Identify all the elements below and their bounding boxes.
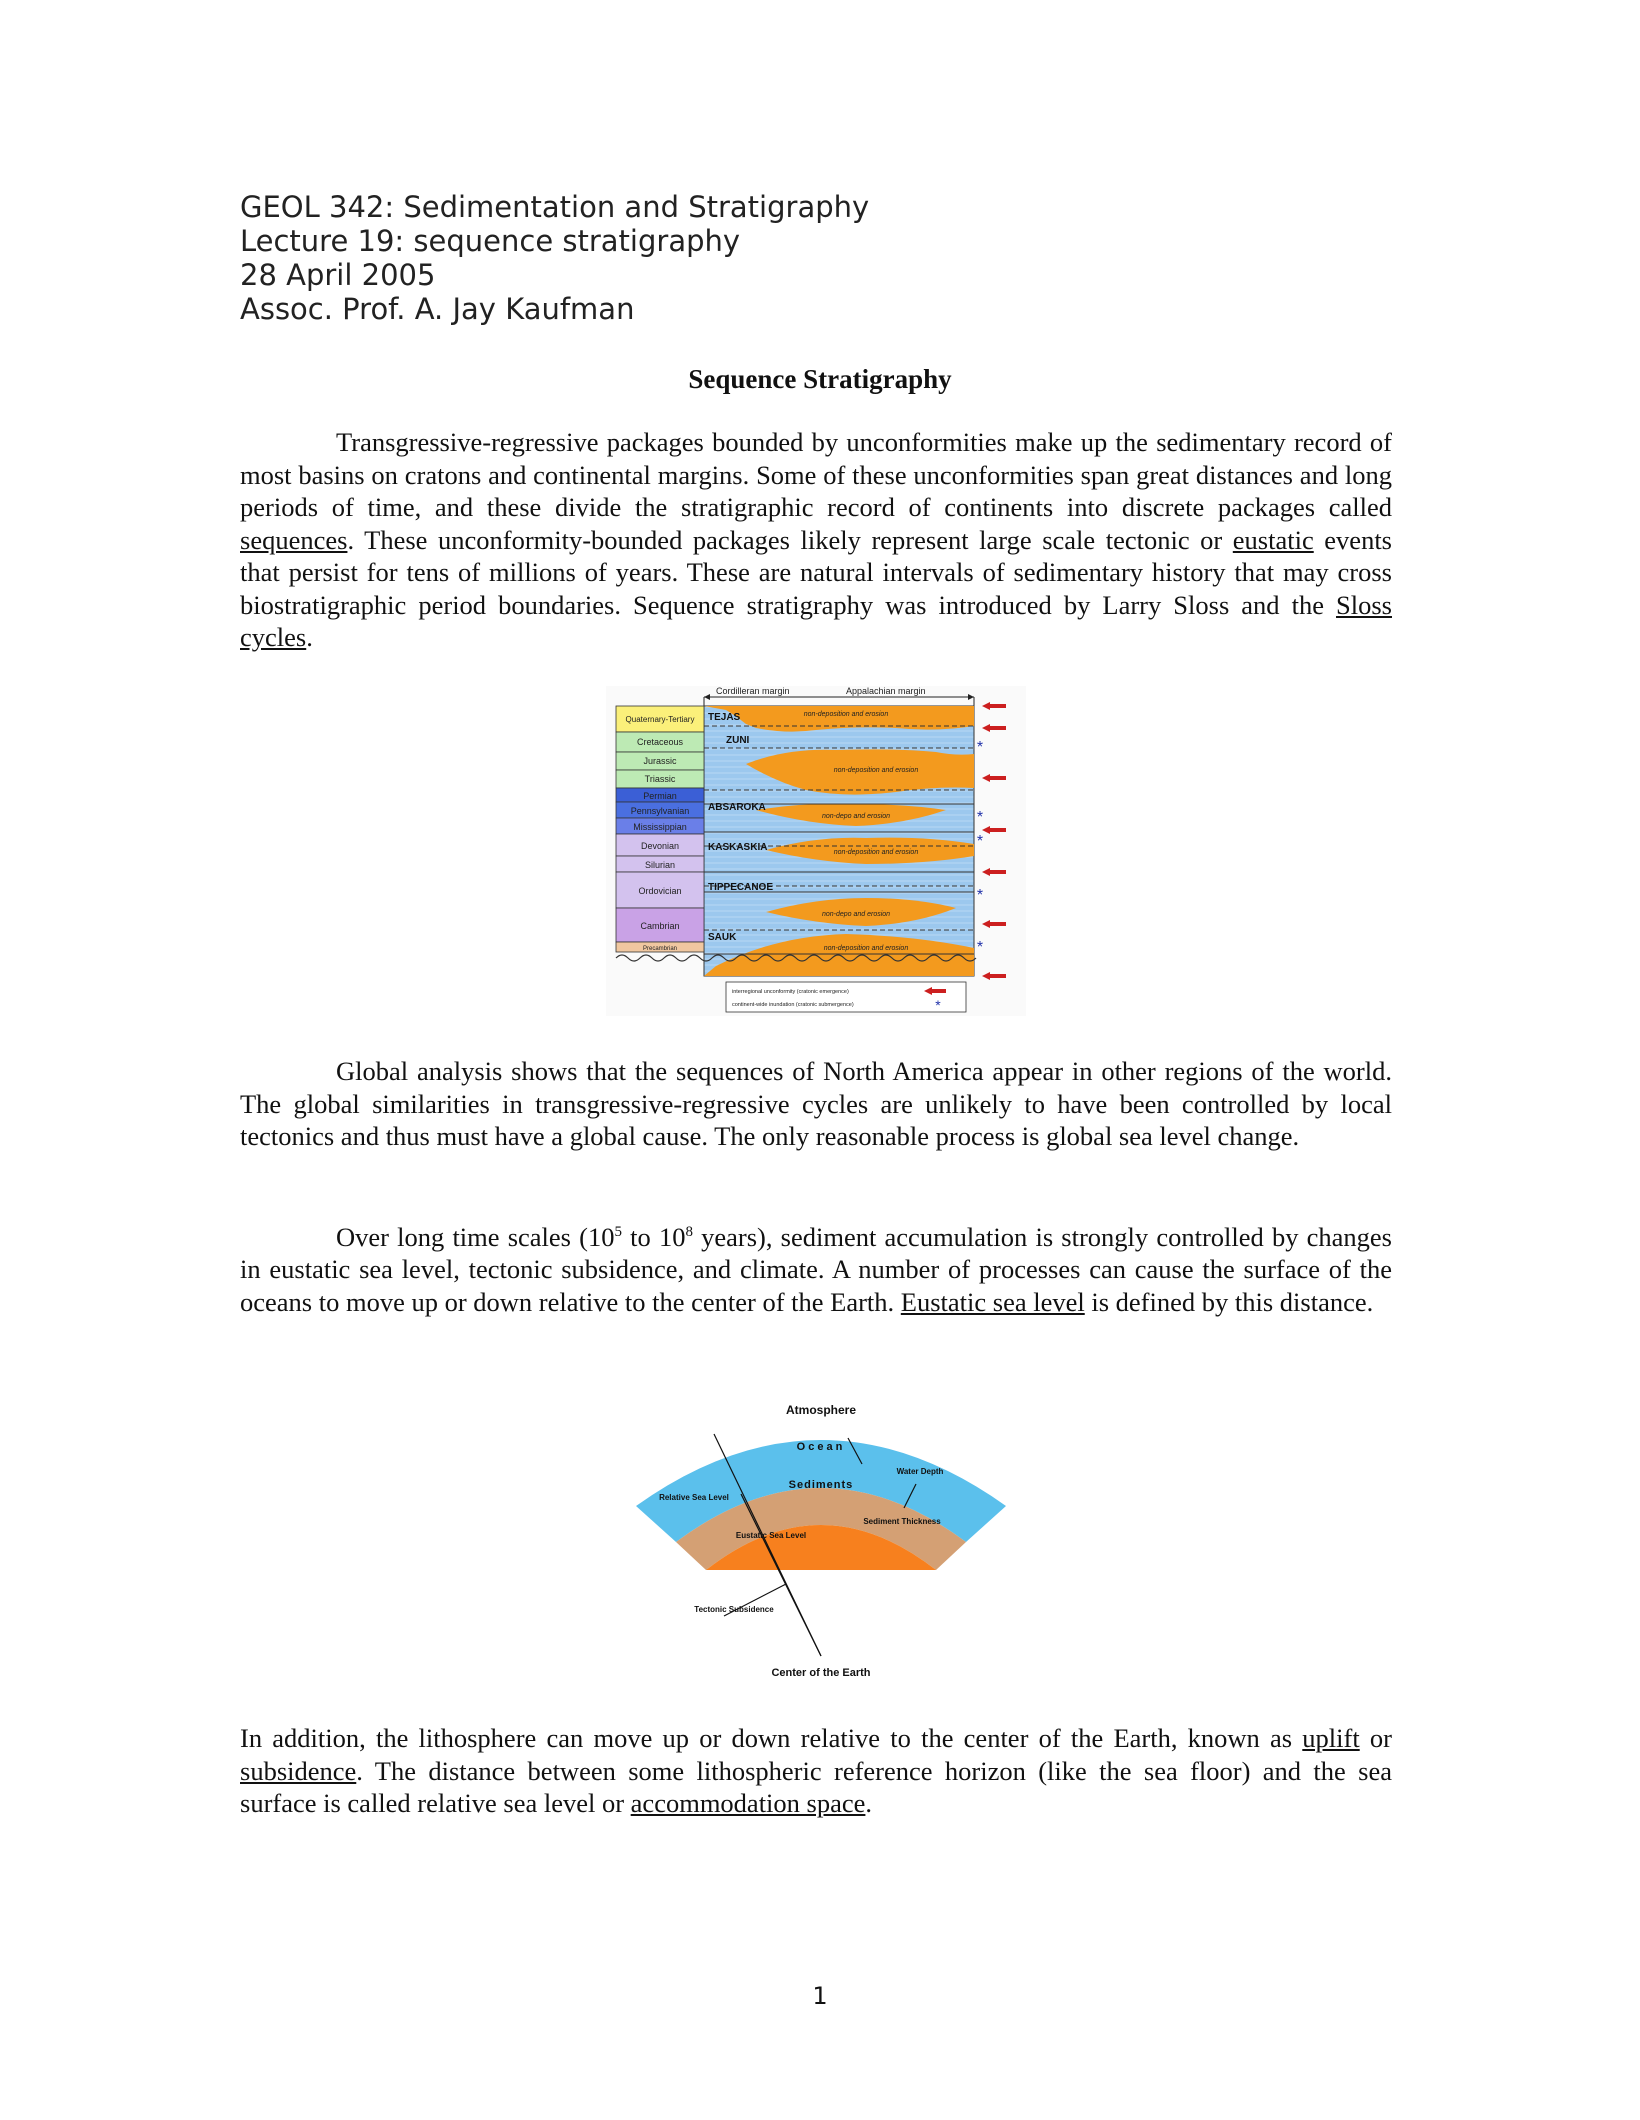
course-title: GEOL 342: Sedimentation and Stratigraphy	[240, 190, 870, 224]
link-term-subsidence: subsidence	[240, 1755, 357, 1786]
link-term-eustatic: eustatic	[1232, 524, 1314, 555]
period-pennsylvanian: Pennsylvanian	[630, 806, 690, 816]
link-term-accommodation-space: accommodation space	[630, 1788, 866, 1818]
svg-text:*: *	[976, 739, 984, 756]
sequence-kaskaskia: KASKASKIA	[708, 842, 768, 853]
sequence-sauk: SAUK	[708, 932, 737, 943]
sea-level-figure	[636, 1394, 1006, 1699]
period-devonian: Devonian	[640, 841, 680, 851]
document-header	[240, 190, 869, 326]
period-permian: Permian	[643, 791, 677, 801]
period-ordovician: Ordovician	[638, 886, 682, 896]
svg-text:*: *	[976, 939, 984, 956]
legend-unconformity: interregional unconformity (cratonic emergence)	[732, 989, 849, 995]
page-number: 1	[812, 1982, 828, 2010]
ocean-label: Ocean	[796, 1441, 846, 1453]
sloss-sequences-figure	[606, 686, 1026, 1021]
period-silurian: Silurian	[644, 860, 676, 870]
link-term-sloss-cycles: Sloss cycles	[240, 589, 1392, 652]
paragraph-time-scales: Over long time scales ($10^5$ to $10^8$ years), sediment accumulation is strongly controlled by changes in eustatic sea level, tectonic subsidence, and climate. A number of processes can cause the surface of the oceans to move up or down relative to the center of the Earth. Eustatic sea level is defined by this distance.	[240, 1221, 1392, 1317]
atmosphere-label: Atmosphere	[785, 1403, 857, 1417]
sediments-label: Sediments	[788, 1479, 854, 1491]
gap-label-zuni: non-deposition and erosion	[833, 767, 919, 774]
period-cretaceous: Cretaceous	[636, 737, 684, 747]
lecture-date: 28 April 2005	[240, 258, 436, 292]
legend-inundation: continent-wide inundation (cratonic submergence)	[732, 1002, 854, 1008]
gap-label-kaskaskia: non-deposition and erosion	[833, 849, 919, 856]
tectonic-subsidence-label: Tectonic Subsidence	[694, 1605, 774, 1614]
instructor: Assoc. Prof. A. Jay Kaufman	[240, 292, 635, 326]
paragraph-intro: Transgressive-regressive packages bounded by unconformities make up the sedimentary record of most basins on cratons and continental margins. Some of these unconformities span great distances and long periods of time, and these divide the stratigraphic record of continents into discrete packages called sequences. These unconformity-bounded packages likely represent large scale tectonic or eustatic events that persist for tens of millions of years. These are natural intervals of sedimentary history that may cross biostratigraphic period boundaries. Sequence stratigraphy was introduced by Larry Sloss and the Sloss cycles.	[240, 427, 1392, 652]
svg-text:*: *	[976, 809, 984, 826]
svg-text:*: *	[976, 833, 984, 850]
gap-label-tippecanoe: non-depo and erosion	[821, 911, 891, 918]
period-precambrian: Precambrian	[642, 946, 678, 952]
link-term-sequences: sequences	[240, 524, 348, 555]
sediment-thickness-label: Sediment Thickness	[863, 1517, 941, 1526]
svg-text:*: *	[935, 997, 941, 1013]
gap-label-absaroka: non-depo and erosion	[821, 813, 891, 820]
water-depth-label: Water Depth	[896, 1467, 944, 1476]
gap-label-sauk: non-deposition and erosion	[823, 945, 909, 952]
paragraph-lithosphere: In addition, the lithosphere can move up or down relative to the center of the Earth, known as uplift or subsidence. The distance between some lithospheric reference horizon (like the sea floor) and the sea surface is called relative sea level or accommodation space.	[240, 1723, 1392, 1818]
sequence-tejas: TEJAS	[708, 712, 741, 723]
center-of-earth-label: Center of the Earth	[771, 1667, 871, 1679]
gap-label-tejas: non-deposition and erosion	[803, 711, 889, 718]
period-quaternary-tertiary: Quaternary-Tertiary	[625, 715, 695, 724]
link-term-uplift: uplift	[1302, 1723, 1360, 1753]
eustatic-sea-level-label: Eustatic Sea Level	[735, 1531, 807, 1540]
lecture-title: Lecture 19: sequence stratigraphy	[240, 224, 741, 258]
paragraph-global-analysis: Global analysis shows that the sequences of North America appear in other regions of the world. The global similarities in transgressive-regressive cycles are unlikely to have been controlled by local tectonics and thus must have a global cause. The only reasonable process is global sea level change.	[240, 1056, 1392, 1151]
period-cambrian: Cambrian	[640, 921, 680, 931]
relative-sea-level-label: Relative Sea Level	[659, 1493, 729, 1502]
period-mississippian: Mississippian	[633, 822, 687, 832]
sequence-tippecanoe: TIPPECANOE	[708, 882, 774, 893]
cordilleran-label: Cordilleran margin	[716, 686, 790, 696]
period-jurassic: Jurassic	[643, 756, 677, 766]
link-term-eustatic-sea-level: Eustatic sea level	[900, 1286, 1085, 1317]
svg-text:*: *	[976, 887, 984, 904]
sequence-absaroka: ABSAROKA	[708, 802, 766, 813]
appalachian-label: Appalachian margin	[846, 686, 926, 696]
section-title: Sequence Stratigraphy	[688, 364, 952, 394]
period-triassic: Triassic	[644, 774, 676, 784]
sequence-zuni: ZUNI	[726, 735, 750, 746]
